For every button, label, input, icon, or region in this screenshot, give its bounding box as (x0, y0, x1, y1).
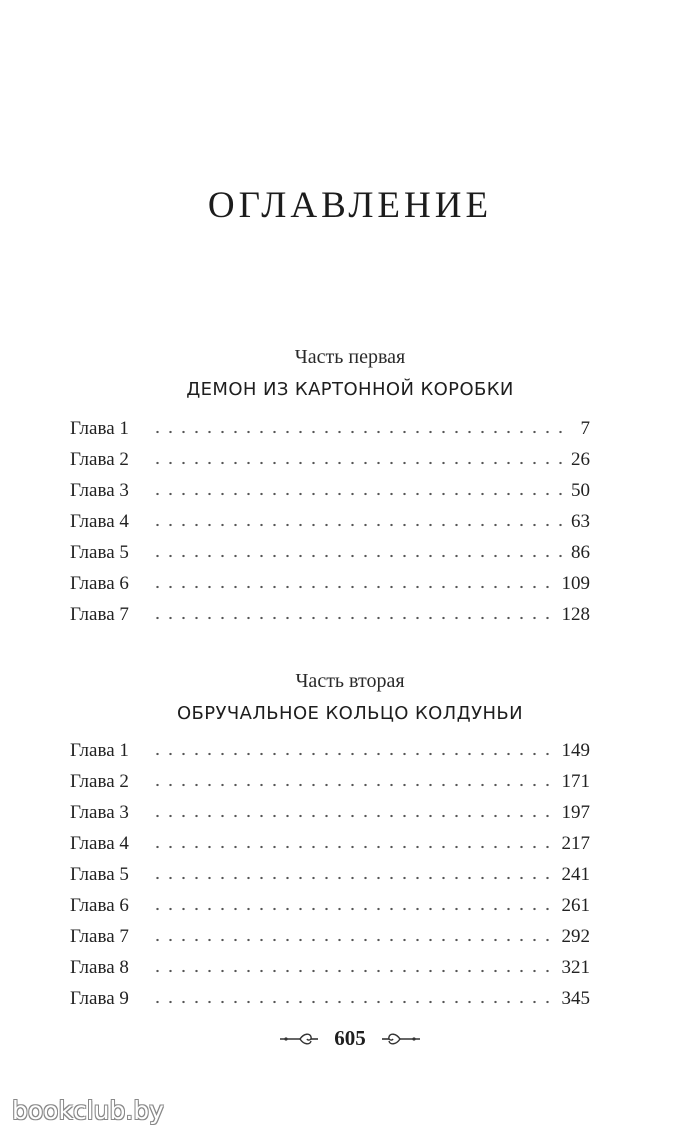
chapter-label: Глава 5 (70, 542, 129, 563)
left-flourish-icon (278, 1031, 320, 1047)
toc-entry[interactable] (70, 573, 590, 604)
dot-leader (151, 585, 556, 589)
dot-leader (151, 523, 565, 527)
dot-leader (151, 554, 565, 558)
dot-leader (151, 845, 556, 849)
chapter-page-number: 149 (561, 740, 590, 761)
toc-list-part-1 (70, 418, 590, 635)
dot-leader (151, 969, 556, 973)
dot-leader (151, 492, 565, 496)
chapter-page-number: 109 (561, 573, 590, 594)
toc-entry[interactable] (70, 864, 590, 895)
part-1-name: ДЕМОН ИЗ КАРТОННОЙ КОРОБКИ (186, 379, 514, 400)
chapter-label: Глава 8 (70, 957, 129, 978)
chapter-label: Глава 4 (70, 511, 129, 532)
chapter-label: Глава 1 (70, 418, 129, 439)
dot-leader (151, 461, 565, 465)
dot-leader (151, 430, 566, 434)
watermark: bookclub.by (12, 1096, 164, 1125)
toc-entry[interactable] (70, 771, 590, 802)
toc-entry[interactable] (70, 604, 590, 635)
chapter-page-number: 345 (561, 988, 590, 1009)
chapter-page-number: 86 (571, 542, 590, 563)
toc-entry[interactable] (70, 802, 590, 833)
toc-entry[interactable] (70, 833, 590, 864)
toc-entry[interactable] (70, 740, 590, 771)
dot-leader (151, 1000, 556, 1004)
chapter-label: Глава 6 (70, 573, 129, 594)
chapter-page-number: 7 (580, 418, 590, 439)
toc-entry[interactable] (70, 895, 590, 926)
chapter-label: Глава 3 (70, 802, 129, 823)
chapter-label: Глава 9 (70, 988, 129, 1009)
page-title: ОГЛАВЛЕНИЕ (207, 185, 493, 226)
toc-entry[interactable] (70, 926, 590, 957)
chapter-page-number: 261 (561, 895, 590, 916)
part-2-label: Часть вторая (295, 670, 405, 692)
chapter-label: Глава 3 (70, 480, 129, 501)
toc-entry[interactable] (70, 480, 590, 511)
toc-entry[interactable] (70, 418, 590, 449)
toc-list-part-2 (70, 740, 590, 1019)
toc-entry[interactable] (70, 511, 590, 542)
dot-leader (151, 814, 556, 818)
dot-leader (151, 938, 556, 942)
toc-entry[interactable] (70, 988, 590, 1019)
chapter-page-number: 321 (561, 957, 590, 978)
page-folio (0, 1026, 700, 1051)
chapter-page-number: 241 (561, 864, 590, 885)
dot-leader (151, 752, 556, 756)
part-2-name: ОБРУЧАЛЬНОЕ КОЛЬЦО КОЛДУНЬИ (176, 703, 524, 724)
dot-leader (151, 616, 556, 620)
chapter-label: Глава 6 (70, 895, 129, 916)
chapter-label: Глава 5 (70, 864, 129, 885)
chapter-page-number: 197 (561, 802, 590, 823)
chapter-page-number: 171 (561, 771, 590, 792)
dot-leader (151, 783, 556, 787)
chapter-page-number: 128 (561, 604, 590, 625)
chapter-page-number: 217 (561, 833, 590, 854)
chapter-page-number: 50 (571, 480, 590, 501)
chapter-label: Глава 1 (70, 740, 129, 761)
chapter-page-number: 63 (571, 511, 590, 532)
chapter-label: Глава 2 (70, 771, 129, 792)
toc-entry[interactable] (70, 542, 590, 573)
chapter-page-number: 292 (561, 926, 590, 947)
dot-leader (151, 907, 556, 911)
dot-leader (151, 876, 556, 880)
chapter-page-number: 26 (571, 449, 590, 470)
chapter-label: Глава 7 (70, 926, 129, 947)
chapter-label: Глава 7 (70, 604, 129, 625)
page-number: 605 (334, 1026, 366, 1050)
part-1-label: Часть первая (294, 346, 406, 368)
chapter-label: Глава 2 (70, 449, 129, 470)
chapter-label: Глава 4 (70, 833, 129, 854)
toc-entry[interactable] (70, 957, 590, 988)
toc-entry[interactable] (70, 449, 590, 480)
right-flourish-icon (380, 1031, 422, 1047)
